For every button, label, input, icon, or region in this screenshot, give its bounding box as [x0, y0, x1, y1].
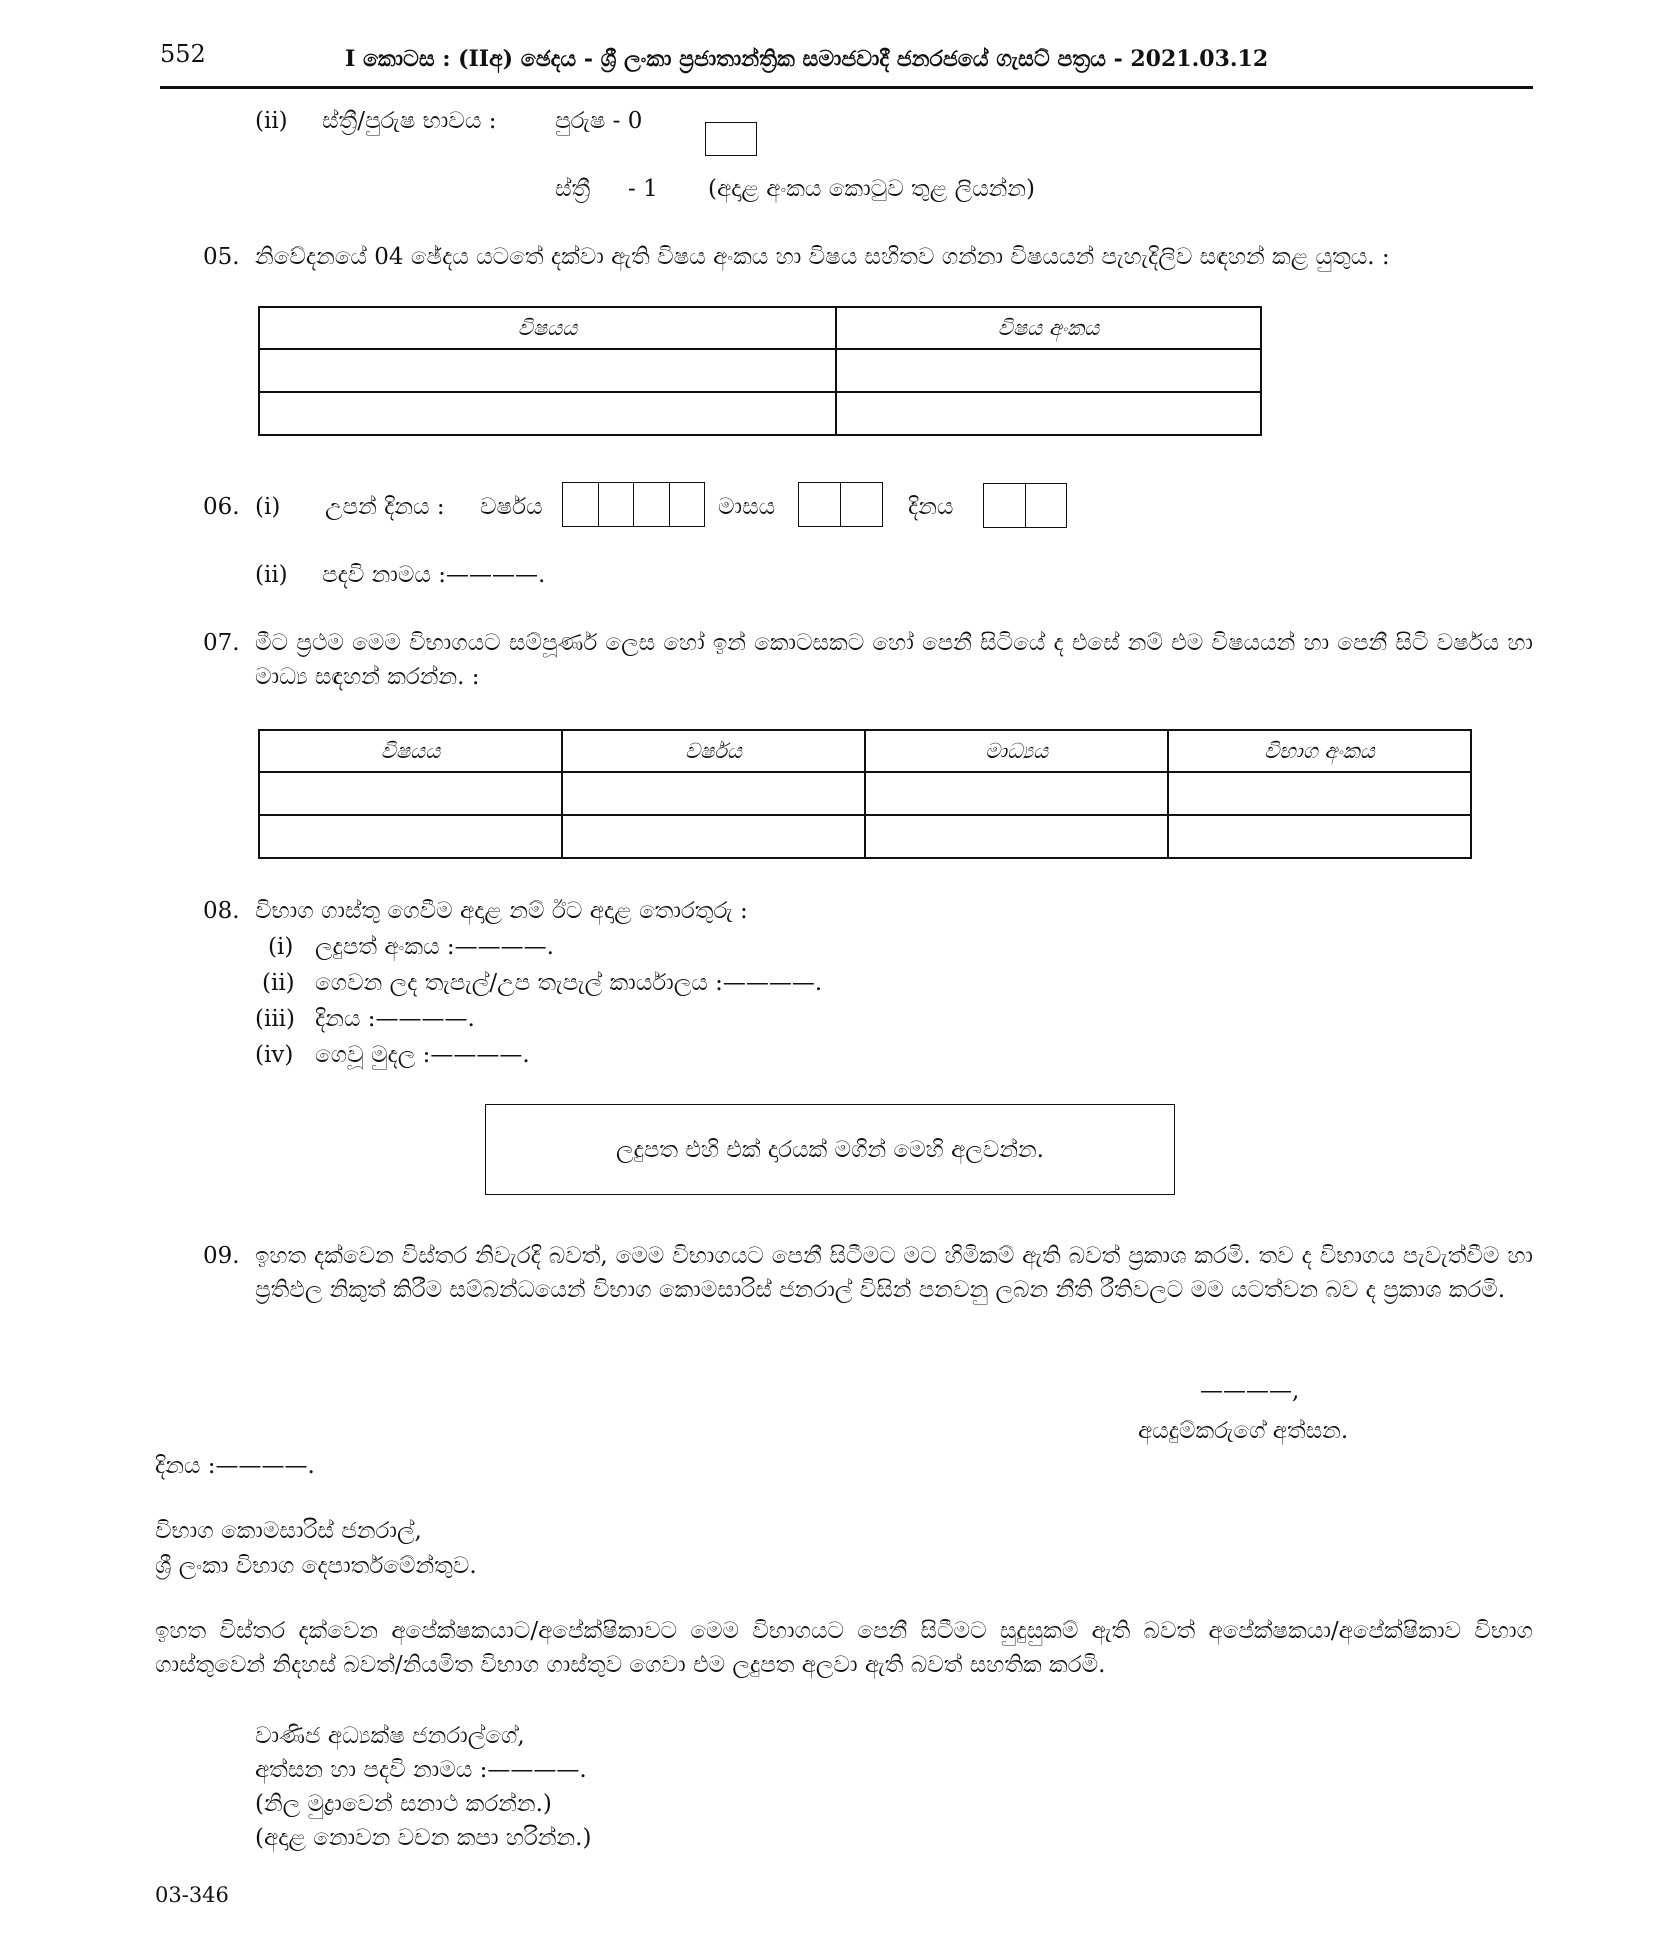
q06-number: 06. [203, 494, 240, 520]
q08-item-number: (ii) [262, 970, 295, 996]
gender-instruction: (අදාළ අංකය කොටුව තුළ ලියන්න) [708, 176, 1035, 202]
table-cell[interactable] [865, 815, 1168, 858]
gender-male-code: පුරුෂ - 0 [555, 108, 643, 134]
dob-year-label: වර්ෂය [480, 494, 543, 520]
q05-subject-table [258, 306, 1262, 436]
dob-day-boxes[interactable] [983, 483, 1067, 528]
q07-text: මීට ප්‍රථම මෙම විභාගයට සම්පූර්ණ ලෙස හෝ ඉන් කොටසකට හෝ පෙනී සිටියේ ද එසේ නම් එම විෂයයන් හා පෙනී සිටි වර්ෂය හා මාධ්‍ය සඳහන් කරන්න. : [255, 630, 1533, 690]
date-field: දිනය :————. [155, 1453, 315, 1479]
director-signature-field: අත්සන හා පදවි නාමය :————. [255, 1757, 587, 1783]
q08-item-number: (iii) [255, 1006, 296, 1032]
q05-header-subject: විෂයය [259, 307, 836, 349]
table-cell[interactable] [836, 392, 1261, 435]
designation-field: පදවි නාමය :————. [322, 562, 546, 588]
dob-label: උපන් දිනය : [325, 494, 445, 520]
q05-text: නිවේදනයේ 04 ඡේදය යටතේ දක්වා ඇති විෂය අංකය හා විෂය සහිතව ගන්නා විෂයයන් පැහැදිලිව සඳහන් කළ යුතුය. : [255, 244, 1390, 270]
q08-item-number: (iv) [255, 1042, 294, 1068]
q07-header-medium: මාධ්‍යය [865, 730, 1168, 772]
table-cell[interactable] [865, 772, 1168, 815]
director-line1: වාණිජ අධ්‍යක්ෂ ජනරාල්ගේ, [255, 1723, 525, 1749]
gender-female-code: - 1 [628, 176, 658, 202]
table-cell[interactable] [1168, 815, 1471, 858]
gazette-title: I කොටස : (IIඅ) ඡෙදය - ශ්‍රී ලංකා ප්‍රජාතාන්ත්‍රික සමාජවාදී ජනරජයේ ගැසට් පත්‍රය - 2021.03.12 [345, 46, 1269, 72]
gender-label: ස්ත්‍රී/පුරුෂ භාවය : [322, 108, 497, 134]
q07-header-year: වර්ෂය [562, 730, 865, 772]
dob-day-label: දිනය [908, 494, 954, 520]
signature-label: අයදුම්කරුගේ අත්සන. [1138, 1418, 1349, 1444]
gender-code-box[interactable] [705, 122, 757, 156]
q07-header-exam-number: විභාග අංකය [1168, 730, 1471, 772]
certification-text: ඉහත විස්තර දක්වෙන අපේක්ෂකයාට/අපේක්ෂිකාවට මෙම විභාගයට පෙනී සිටීමට සුදුසුකම් ඇති බවත් අපේක්ෂකයා/අපේක්ෂිකාව විභාග ගාස්තුවෙන් නිදහස් බවත්/නියමිත විභාග ගාස්තුව ගෙවා එම ලදුපත අලවා ඇති බවත් සහතික කරමි. [155, 1618, 1533, 1678]
q05-number: 05. [203, 244, 240, 270]
dob-year-boxes[interactable] [562, 482, 705, 527]
dob-month-boxes[interactable] [798, 482, 883, 527]
receipt-number-field: ලදුපත් අංකය :————. [315, 934, 554, 960]
post-office-field: ගෙවන ලද තැපැල්/උප තැපැල් කාර්යාලය :————. [315, 970, 823, 996]
q05-header-subject-number: විෂය අංකය [836, 307, 1261, 349]
q08-text: විභාග ගාස්තු ගෙවීම අදාළ නම් ඊට අදාළ තොරතුරු : [255, 898, 748, 924]
page-number: 552 [160, 40, 206, 68]
dob-month-label: මාසය [718, 494, 776, 520]
table-cell[interactable] [259, 349, 836, 392]
table-cell[interactable] [562, 772, 865, 815]
receipt-paste-instruction: ලදුපත එහි එක් දාරයක් මගින් මෙහි අලවන්න. [616, 1136, 1044, 1163]
q06-sub2: (ii) [255, 562, 288, 588]
receipt-paste-box [485, 1104, 1175, 1195]
director-note-strike: (අදාළ නොවන වචන කපා හරින්න.) [255, 1825, 592, 1851]
q09-declaration: ඉහත දක්වෙන විස්තර නිවැරදි බවත්, මෙම විභාගයට පෙනී සිටීමට මට හිමිකම් ඇති බවත් ප්‍රකාශ කරමි. තව ද විභාගය පැවැත්වීම හා ප්‍රතිඵල නිකුත් කිරීම සම්බන්ධයෙන් විභාග කොමසාරිස් ජනරාල් විසින් පනවනු ලබන නීති රීතිවලට මම යටත්වන බව ද ප්‍රකාශ කරමි. [255, 1243, 1533, 1303]
gender-number: (ii) [255, 108, 288, 134]
q06-sub1: (i) [255, 494, 281, 520]
addressee-line1: විභාග කොමසාරිස් ජනරාල්, [155, 1518, 422, 1544]
director-note-seal: (නිල මුද්‍රාවෙන් සනාථ කරන්න.) [255, 1791, 552, 1817]
signature-line: ————, [1200, 1378, 1300, 1404]
gender-female-label: ස්ත්‍රී [555, 176, 591, 202]
amount-paid-field: ගෙවූ මුදල :————. [315, 1042, 530, 1068]
table-cell[interactable] [1168, 772, 1471, 815]
q09-number: 09. [203, 1243, 240, 1269]
header-rule [160, 86, 1533, 89]
addressee-line2: ශ්‍රී ලංකා විභාග දෙපාර්තමේන්තුව. [155, 1553, 477, 1579]
payment-date-field: දිනය :————. [315, 1006, 475, 1032]
q08-number: 08. [203, 898, 240, 924]
footer-code: 03-346 [155, 1883, 229, 1907]
table-cell[interactable] [259, 772, 562, 815]
table-cell[interactable] [562, 815, 865, 858]
table-cell[interactable] [836, 349, 1261, 392]
table-cell[interactable] [259, 392, 836, 435]
table-cell[interactable] [259, 815, 562, 858]
q07-header-subject: විෂයය [259, 730, 562, 772]
q08-item-number: (i) [268, 934, 294, 960]
q07-previous-exam-table [258, 729, 1472, 859]
q07-number: 07. [203, 630, 240, 656]
